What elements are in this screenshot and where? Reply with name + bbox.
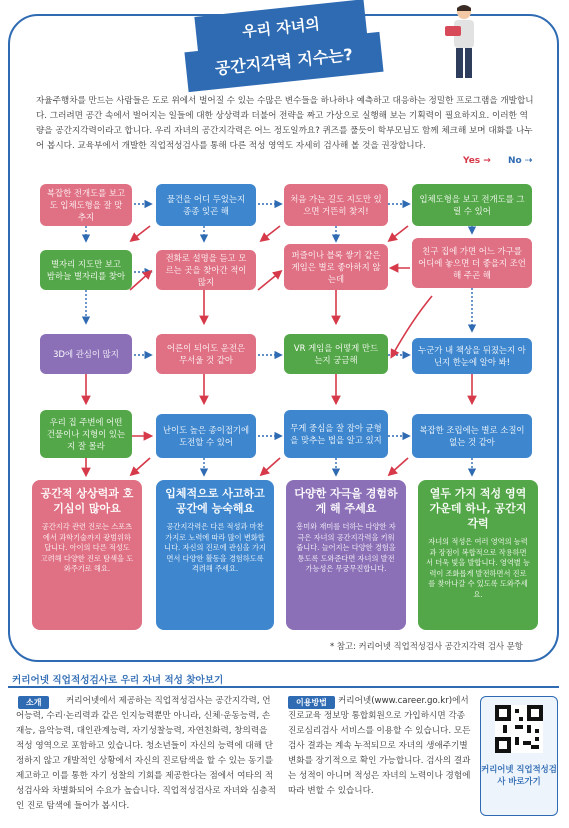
question-card: 난이도 높은 종이접기에 도전할 수 있어 bbox=[156, 414, 256, 458]
question-card: 어른이 되어도 운전은 무서울 것 같아 bbox=[156, 334, 256, 374]
question-card: 별자리 지도만 보고 밤하늘 별자리를 찾아 bbox=[40, 250, 132, 290]
question-card: 무게 중심을 잘 잡아 균형을 맞추는 법을 알고 있지 bbox=[284, 410, 388, 458]
question-card: 3D에 관심이 많지 bbox=[40, 334, 132, 374]
question-card: 퍼즐이나 블록 쌓기 같은 게임은 별로 좋아하지 않는데 bbox=[284, 244, 388, 290]
reference-note: * 참고: 커리어넷 직업적성검사 공간지각력 검사 문항 bbox=[330, 641, 523, 651]
intro-paragraph: 커리어넷에서 제공하는 직업적성검사는 공간지각력, 언어능력, 수리·논리력과 같은 인지능력뿐만 아니라, 신체·운동능력, 손재능, 음악능력, 대인관계능력, 자기성찰능력, 자연친화력, 창의력을 적성 영역으로 포함하고 있습니다. 청소년들이 자신의 능력에 대해 단정하지 않고 개발적인 상황에서 자신의 진로탐색을 할 수 있는 동기를 제고하고 이를 통한 자기 성찰의 기회를 제공한다는 점에서 여타의 적성검사와 차별화되어 수요가 높습니다. 직업적성검사로 자녀와 심층적인 진로 탐색에 들어가 봅시다. bbox=[16, 696, 276, 811]
qr-link[interactable] bbox=[480, 696, 558, 816]
question-card: 처음 가는 길도 지도만 있으면 거뜬히 찾지! bbox=[284, 184, 388, 226]
result-heading: 입체적으로 사고하고 공간에 능숙해요 bbox=[165, 487, 265, 515]
result-body: 자녀의 적성은 여러 영역의 능력과 장점이 복합적으로 작용하면서 더욱 빛을 발합니다. 영역별 능력이 조화롭게 발전하면서 진로를 찾아나갈 수 있도록 도와주세요. bbox=[426, 537, 530, 599]
legend-yes: Yes → bbox=[463, 156, 491, 166]
question-card: 우리 집 주변에 어떤 건물이나 지형이 있는지 잘 몰라 bbox=[40, 410, 132, 458]
question-card: 전화로 설명을 듣고 모르는 곳을 찾아간 적이 많지 bbox=[156, 250, 256, 290]
question-card: 복잡한 조립에는 별로 소질이 없는 것 같아 bbox=[412, 414, 532, 458]
question-card: 친구 집에 가면 어느 가구를 어디에 놓으면 더 좋을지 조언해 주곤 해 bbox=[412, 238, 532, 288]
result-heading: 다양한 자극을 경험하게 해 주세요 bbox=[294, 487, 398, 515]
result-heading: 공간적 상상력과 호기심이 많아요 bbox=[40, 487, 134, 515]
question-card: 복잡한 전개도를 보고도 입체도형을 잘 맞추지 bbox=[40, 184, 132, 226]
result-heading: 열두 가지 적성 영역 가운데 하나, 공간지각력 bbox=[429, 487, 527, 530]
section-divider bbox=[8, 686, 559, 688]
title-line-2: 공간지각력 지수는? bbox=[184, 32, 383, 92]
usage-paragraph: 커리어넷(www.career.go.kr)에서 진로교육 정보망 통합회원으로 가입하시면 각종 진로심리검사 서비스를 이용할 수 있습니다. 모든 검사 결과는 계속 누적되므로 자녀의 생애주기별 변화를 장기적으로 확인 가능합니다. 검사의 결과는 성적이 아니며 적성은 자녀의 노력이나 경험에 따라 변할 수 있습니다. bbox=[288, 696, 471, 796]
question-card: 물건을 어디 두었는지 종종 잊곤 해 bbox=[156, 184, 256, 226]
qr-label: 커리어넷 직업적성검사 바로가기 bbox=[481, 764, 557, 786]
result-card bbox=[156, 480, 274, 630]
intro-tag: 소개 bbox=[18, 696, 49, 709]
result-body: 흥미와 재미를 더하는 다양한 자극은 자녀의 공간지각력을 키워 줍니다. 늘어지는 다양한 경험을 통도록 도와준다면 자녀의 발전 가능성은 무궁무진합니다. bbox=[296, 522, 396, 573]
result-card bbox=[286, 480, 406, 630]
qr-code-icon bbox=[495, 705, 543, 753]
usage-tag: 이용방법 bbox=[288, 696, 335, 709]
question-card: 입체도형을 보고 전개도를 그릴 수 있어 bbox=[412, 184, 532, 226]
result-card bbox=[32, 480, 142, 630]
result-body: 공간지각 관련 진로는 스포츠에서 과학기술까지 광범위하답니다. 아이의 다른 적성도 고려해 다양한 진로 탐색을 도와주기로 해요. bbox=[40, 522, 134, 573]
section-title: 커리어넷 직업적성검사로 우리 자녀 적성 찾아보기 bbox=[12, 675, 224, 686]
legend-no: No ⇢ bbox=[508, 156, 533, 166]
result-body: 공간지각력은 다른 적성과 마찬가지로 노력에 따라 많이 변화합니다. 자신의 진로에 관심을 가지면서 다양한 활동을 경험하도록 격려해 주세요. bbox=[164, 522, 266, 573]
intro-text: 자율주행차를 만드는 사람들은 도로 위에서 벌어질 수 있는 수많은 변수들을 하나하나 예측하고 대응하는 정밀한 프로그램을 개발합니다. 그러려면 공간 속에서 벌어지는 일들에 대한 상상력과 더불어 전략을 짜고 가상으로 실행해 보는 기획력이 필요하지요. 이러한 역량을 공간지각력이라고 합니다. 우리 자녀의 공간지각력은 어느 정도일까요? 퀴즈를 풀듯이 학부모님도 함께 체크해 보며 대화를 나누어 봅시다. 교육부에서 개발한 직업적성검사를 통해 다른 적성 영역도 자세히 검사해 볼 것을 권장합니다. bbox=[36, 96, 534, 151]
question-card: VR 게임을 어떻게 만드는지 궁금해 bbox=[284, 334, 388, 374]
result-card bbox=[418, 480, 538, 630]
title-line-1: 우리 자녀의 bbox=[194, 0, 367, 57]
question-card: 누군가 내 책상을 뒤졌는지 아닌지 한눈에 알아 봐! bbox=[412, 338, 532, 374]
